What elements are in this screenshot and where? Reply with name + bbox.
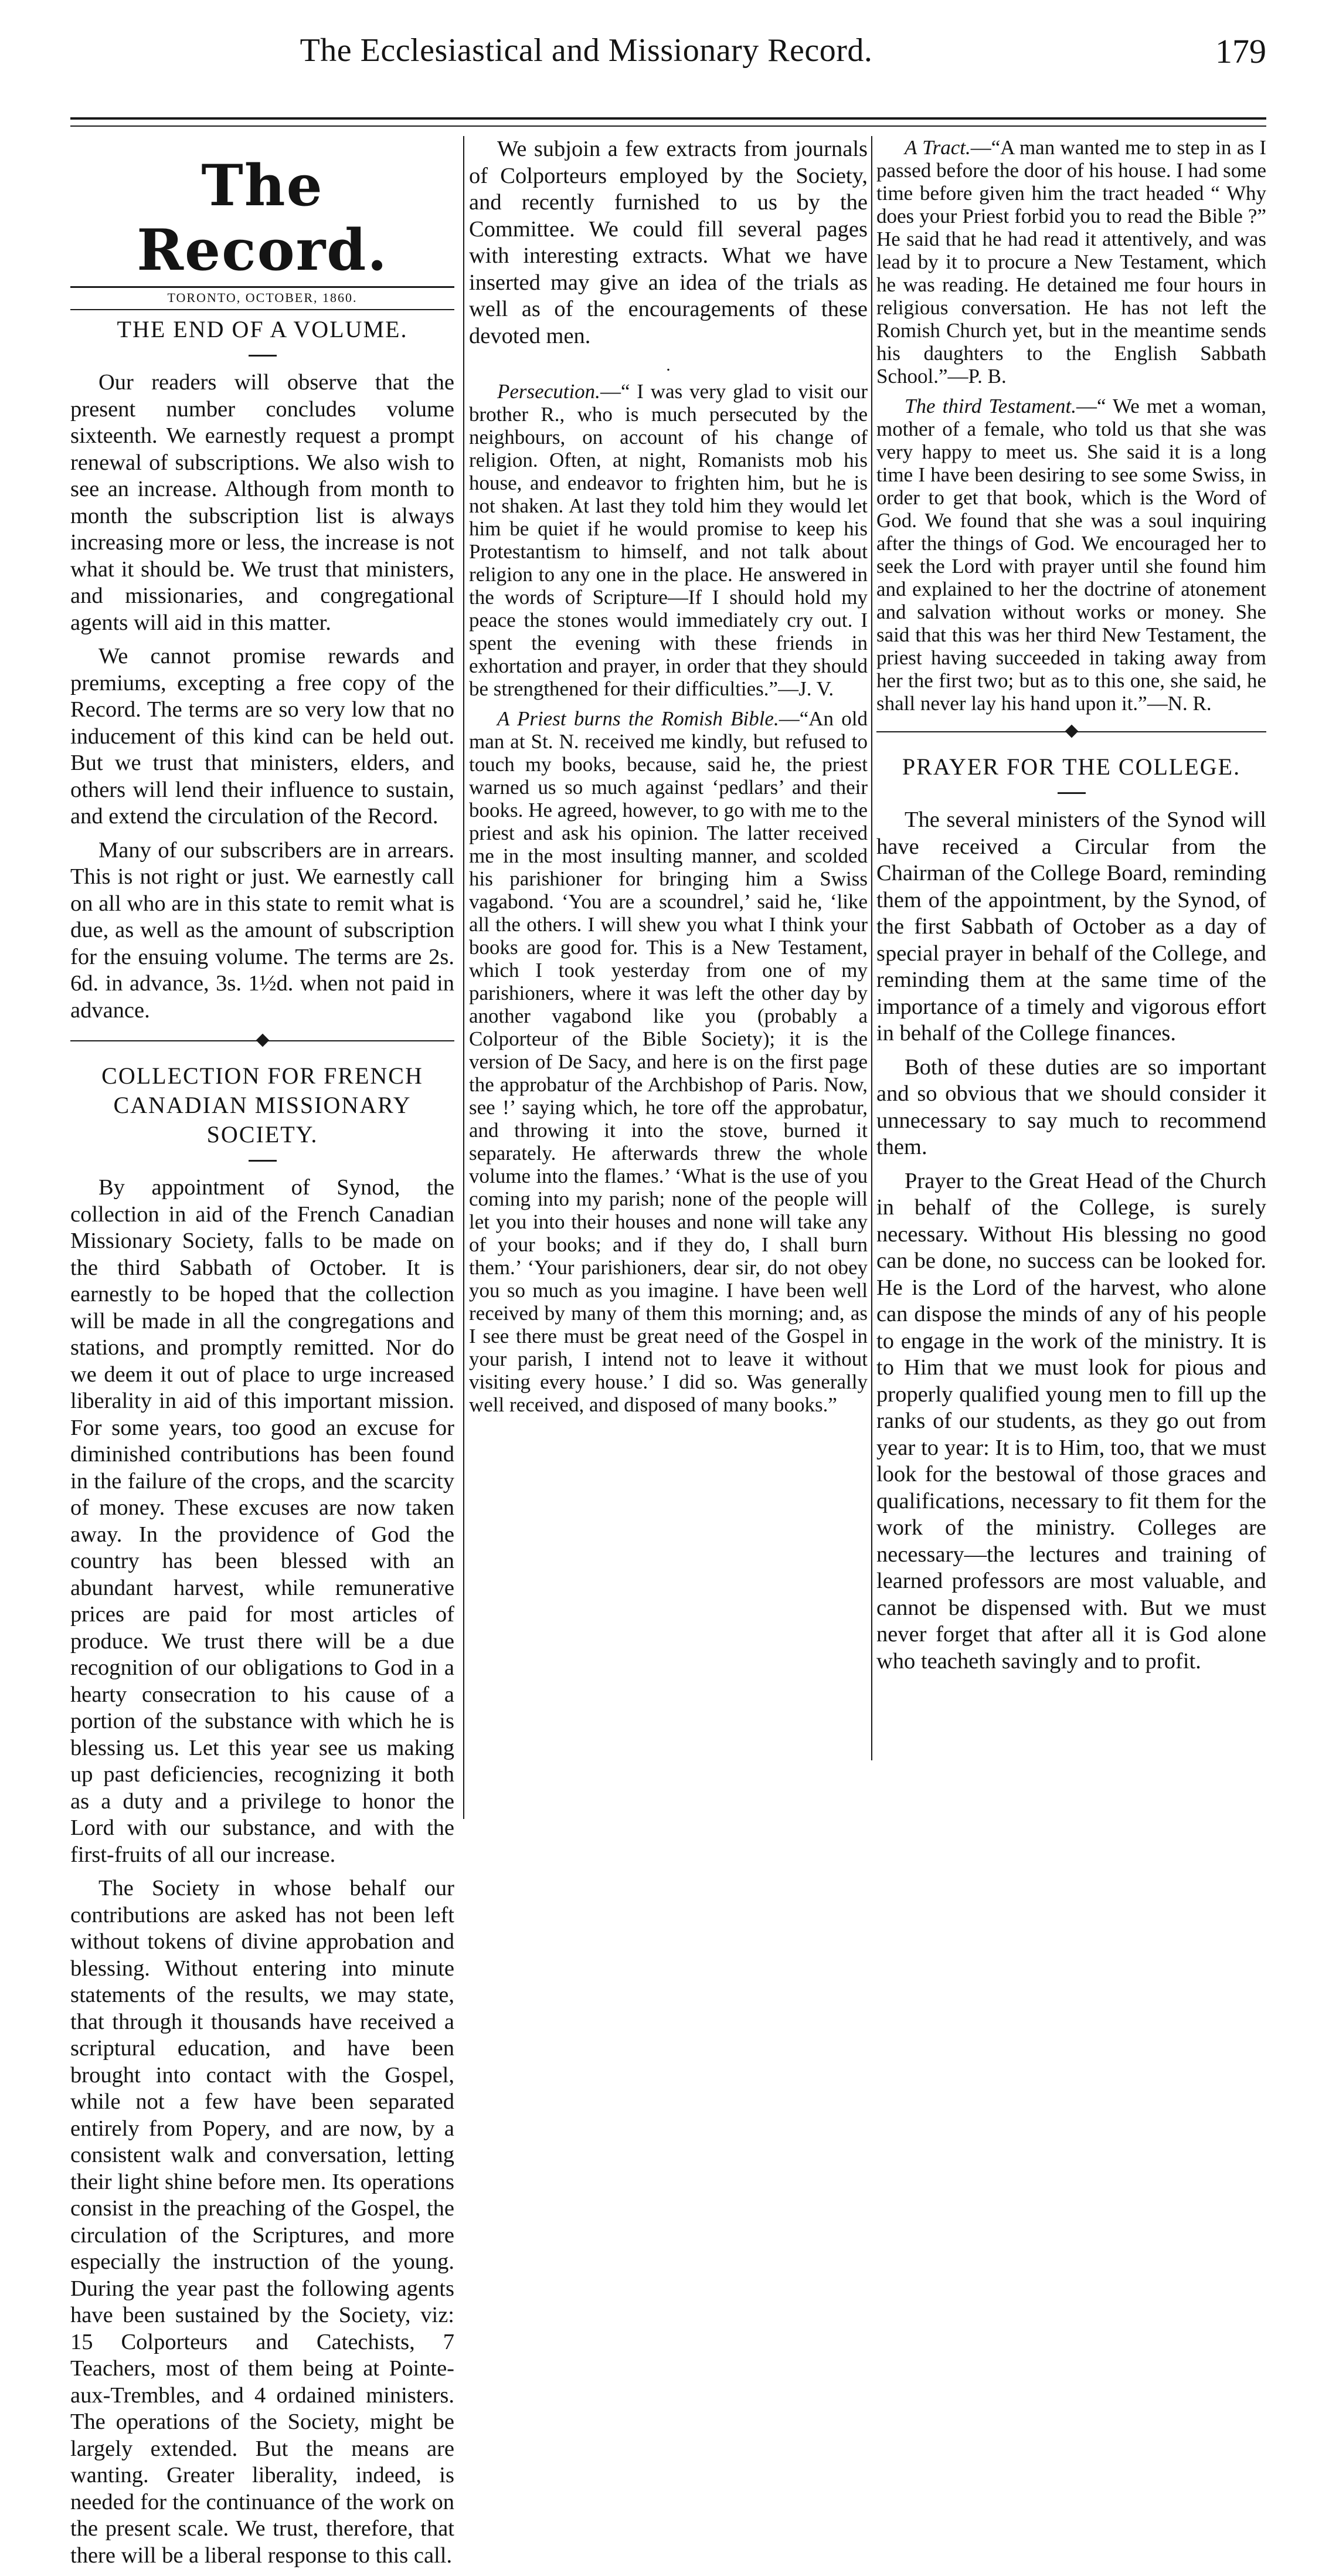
heading-dash (249, 1160, 277, 1162)
column-rule (871, 136, 872, 1760)
running-header (70, 5, 1266, 114)
dateline-rule (70, 309, 454, 310)
extract-text: —“A man wanted me to step in as I passed before the door of his house. I had some time before given him the tract headed “ Why does your Priest forbid you to read the Bible ?” He said that he had read it attentively, and was lead by it to procure a New Testament, which he was reading. He detained me four hours in religious conversation. He has not left the Romish Church yet, but in the meantime sends his daughters to the English Sabbath School.”—P. B. (876, 136, 1266, 388)
article-paragraph: By appointment of Synod, the collection in aid of the French Canadian Missionary Society, falls to be made on the third Sabbath of October. It is earnestly to be hoped that the collection will be made in all the congregations and stations, and promptly remitted. Nor do we deem it out of place to urge increased liberality in aid of this important mission. For some years, too good an excuse for diminished contributions has been found in the failure of the crops, and the scarcity of money. These excuses are now taken away. In the providence of God the country has been blessed with an abundant harvest, while remunerative prices are paid for most articles of produce. We trust there will be a due recognition of our obligations to God in a hearty consecration to his cause of a portion of the substance with which he is blessing us. Let this year see us making up past deficiencies, recognizing it both as a duty and a privilege to honor the Lord with our substance, and with the first-fruits of all our increase. (70, 1175, 454, 1867)
extract (469, 380, 868, 700)
header-rule-thin (70, 125, 1266, 127)
article-paragraph: We cannot promise rewards and premiums, excepting a free copy of the Record. The terms are so very low that no inducement of this kind can be held out. But we trust that ministers, elders, and others will lend their influence to sustain, and extend the circulation of the Record. (70, 644, 454, 829)
article-paragraph: The several ministers of the Synod will have received a Circular from the Chairman of the College Board, reminding them of the appointment, by the Synod, of the first Sabbath of October as a day of special prayer in behalf of the College, and reminding them at the same time of the importance of a timely and vigorous effort in behalf of the College finances. (876, 807, 1266, 1046)
running-header-title: The Ecclesiastical and Missionary Record. (300, 32, 873, 69)
article-heading: PRAYER FOR THE COLLEGE. (902, 754, 1241, 780)
extract-text: —“An old man at St. N. received me kindly, but refused to touch my books, because, said he, the priest warned us so much against ‘pedlars’ and their books. He agreed, however, to go with me to the priest and ask his opinion. The latter received me in the most insulting manner, and scolded his parishioner for bringing him a Swiss vagabond. ‘You are a scoundrel,’ said he, ‘like all the others. I will shew you what I think your books are good for. This is a New Testament, which I took yesterday from one of my parishioners, where it was left the other day by another vagabond like you (probably a Colporteur of the Bible Society); it is the version of De Sacy, and here is on the first page the approbatur of the Archbishop of Paris. Now, see !’ saying which, he tore off the approbatur, and throwing it into the stove, burned it separately. He afterwards threw the whole volume into the flames.’ ‘What is the use of you coming into my parish; none of the people will let you into their houses and none will take any of your books; and if they do, I shall burn them.’ ‘Your parishioners, dear sir, do not obey you so much as you imagine. I have been well received by many of them this morning; and, as I see there must be great need of the Gospel in your parish, I intend not to leave it without visiting every house.’ I did so. Was generally well received, and disposed of many books.” (469, 707, 868, 1416)
article-paragraph: The Society in whose behalf our contributions are asked has not been left without tokens of divine approbation and blessing. Without entering into minute statements of the results, we may state, that through it thousands have received a scriptural education, and have been brought into contact with the Gospel, while not a few have been separated entirely from Popery, and are now, by a consistent walk and conversation, letting their light shine before men. Its operations consist in the preaching of the Gospel, the circulation of the Scriptures, and more especially the instruction of the young. During the year past the following agents have been sustained by the Society, viz: 15 Colporteurs and Catechists, 7 Teachers, most of them being at Pointe-aux-Trembles, and 4 ordained ministers. The operations of the Society, might be largely extended. But the means are wanting. Greater liberality, indeed, is needed for the continuance of the work on the present scale. We trust, therefore, that there will be a liberal response to this call. (70, 1876, 454, 2568)
extract (876, 395, 1266, 715)
extract-text: —“ We met a woman, mother of a female, who told us that she was very happy to meet us. She said it is a long time I have been desiring to see some Swiss, in order to get that book, which is the Word of God. We found that she was a soul inquiring after the things of God. We encouraged her to seek the Lord with prayer until she found him and explained to her the doctrine of atonement and salvation without works or money. She said that this was her third New Testament, the priest having succeeded in taking away from her the first two; but as to this one, she said, he shall never lay his hand upon it.”—N. R. (876, 395, 1266, 715)
masthead-rule (70, 286, 454, 288)
extract-separator: . (666, 355, 671, 375)
article-paragraph: Prayer to the Great Head of the Church in behalf of the College, is surely necessary. Without His blessing no good can be done, no success can be looked for. He is the Lord of the harvest, who alone can dispose the minds of any of his people to engage in the work of the ministry. It is to Him that we must look for pious and properly qualified young men to fill up the ranks of our students, as they go out from year to year: It is to Him, too, that we must look for the bestowal of those graces and qualifications, necessary to fit them for the work of the ministry. Colleges are necessary—the lectures and training of learned professors are most valuable, and cannot be dispensed with. But we must never forget that after all it is God alone who teacheth savingly and to profit. (876, 1168, 1266, 1674)
article-paragraph: Our readers will observe that the present number concludes volume sixteenth. We earnestly request a prompt renewal of subscriptions. We also wish to see an increase. Although from month to month the subscription list is always increasing more or less, the increase is not what it should be. We trust that ministers, and missionaries, and congregational agents will aid in this matter. (70, 370, 454, 635)
article-heading: COLLECTION FOR FRENCH CANADIAN MISSIONARY SOCIETY. (101, 1063, 423, 1148)
header-rule (70, 117, 1266, 120)
dateline: TORONTO, OCTOBER, 1860. (167, 290, 358, 305)
masthead: The Record. (137, 152, 388, 283)
column-rule (463, 136, 464, 1819)
extract (469, 707, 868, 1416)
heading-dash (1058, 792, 1086, 794)
article-heading: THE END OF A VOLUME. (117, 316, 408, 342)
article-paragraph: We subjoin a few extracts from journals of Colporteurs employed by the Society, and recently furnished to us by the Committee. We could fill several pages with interesting extracts. What we have inserted may give an idea of the trials as well as of the encouragements of these devoted men. (469, 137, 868, 348)
extract-title: A Tract. (905, 136, 971, 159)
heading-dash (249, 355, 277, 357)
column-1 (70, 136, 454, 2576)
extract-title: A Priest burns the Romish Bible. (497, 707, 779, 730)
extract (876, 136, 1266, 388)
extract-title: Persecution. (497, 380, 600, 403)
column-2 (469, 136, 868, 1423)
column-3 (876, 136, 1266, 1682)
article-paragraph: Both of these duties are so important and so obvious that we should consider it unnecessary to say much to recommend them. (876, 1054, 1266, 1159)
article-paragraph: Many of our subscribers are in arrears. This is not right or just. We earnestly call on all who are in this state to remit what is due, as well as the amount of subscription for the ensuing volume. The terms are 2s. 6d. in advance, 3s. 1½d. when not paid in advance. (70, 837, 454, 1023)
extract-text: —“ I was very glad to visit our brother R., who is much persecuted by the neighbours, on account of his change of religion. Often, at night, Romanists mob his house, and endeavor to frighten him, but he is not shaken. At last they told him they would let him be quiet if he would promise to keep his Protestantism to himself, and not talk about religion to any one in the place. He answered in the words of Scripture—If I should hold my peace the stones would immediately cry out. I spent the evening with these friends in exhortation and prayer, in order that they should be strengthened for their difficulties.”—J. V. (469, 380, 868, 700)
section-separator (876, 722, 1266, 742)
extract-title: The third Testament. (905, 395, 1076, 418)
page-number: 179 (1215, 32, 1266, 70)
section-separator (70, 1031, 454, 1051)
